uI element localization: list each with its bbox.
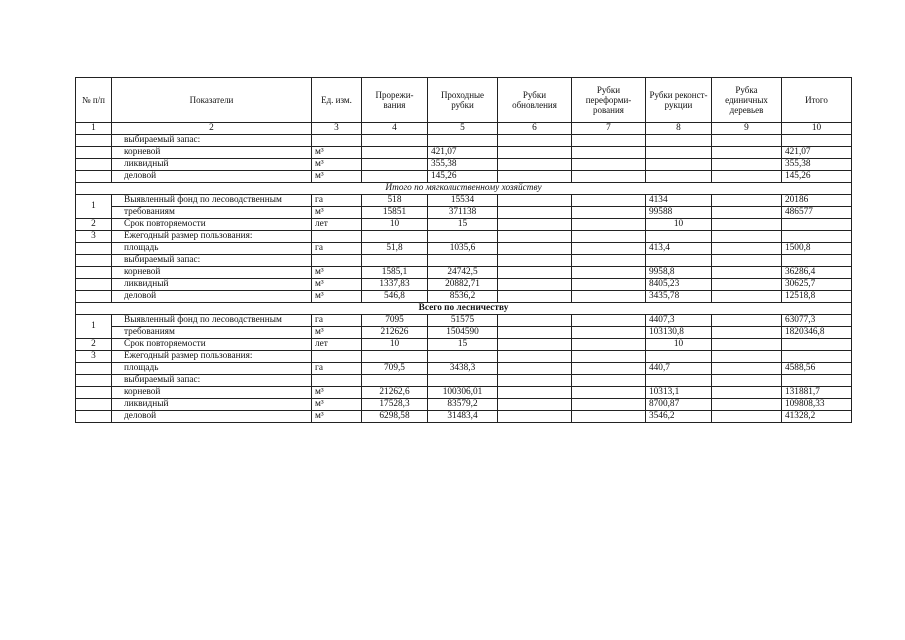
column-number: 3 xyxy=(312,123,362,135)
value-cell: 8405,23 xyxy=(646,279,712,291)
value-cell: 10 xyxy=(646,339,712,351)
unit-cell: м³ xyxy=(312,291,362,303)
column-number: 5 xyxy=(428,123,498,135)
value-cell: 1820346,8 xyxy=(782,327,852,339)
header-cell: Проходные рубки xyxy=(428,78,498,123)
value-cell: 440,7 xyxy=(646,363,712,375)
table-row xyxy=(76,351,852,363)
header-cell: Рубка единичных деревьев xyxy=(712,78,782,123)
value-cell: 145,26 xyxy=(782,171,852,183)
value-cell: 7095 xyxy=(362,315,428,327)
value-cell: 36286,4 xyxy=(782,267,852,279)
header-cell: Прорежи-вания xyxy=(362,78,428,123)
value-cell: 3438,3 xyxy=(428,363,498,375)
row-label: площадь xyxy=(112,363,312,375)
unit-cell: м³ xyxy=(312,207,362,219)
table-row xyxy=(76,159,852,171)
row-label: Срок повторяемости xyxy=(112,219,312,231)
unit-cell: м³ xyxy=(312,171,362,183)
unit-cell: м³ xyxy=(312,327,362,339)
table-row xyxy=(76,387,852,399)
table-row xyxy=(76,327,852,339)
row-label: корневой xyxy=(112,267,312,279)
table-row xyxy=(76,339,852,351)
table-row xyxy=(76,375,852,387)
unit-cell: лет xyxy=(312,219,362,231)
header-cell: Показатели xyxy=(112,78,312,123)
value-cell: 20882,71 xyxy=(428,279,498,291)
unit-cell: м³ xyxy=(312,147,362,159)
value-cell: 709,5 xyxy=(362,363,428,375)
value-cell: 518 xyxy=(362,195,428,207)
unit-cell: м³ xyxy=(312,387,362,399)
section-title-row xyxy=(76,303,852,315)
column-number: 2 xyxy=(112,123,312,135)
value-cell: 109808,33 xyxy=(782,399,852,411)
value-cell: 3546,2 xyxy=(646,411,712,423)
unit-cell: га xyxy=(312,315,362,327)
value-cell: 355,38 xyxy=(428,159,498,171)
value-cell: 99588 xyxy=(646,207,712,219)
value-cell: 51575 xyxy=(428,315,498,327)
unit-cell: м³ xyxy=(312,159,362,171)
table-row xyxy=(76,315,852,327)
value-cell: 24742,5 xyxy=(428,267,498,279)
forest-use-table xyxy=(75,77,852,423)
row-label: корневой xyxy=(112,387,312,399)
value-cell: 4588,56 xyxy=(782,363,852,375)
value-cell: 1504590 xyxy=(428,327,498,339)
value-cell: 31483,4 xyxy=(428,411,498,423)
column-number: 7 xyxy=(572,123,646,135)
value-cell: 355,38 xyxy=(782,159,852,171)
value-cell: 9958,8 xyxy=(646,267,712,279)
value-cell: 1035,6 xyxy=(428,243,498,255)
row-label: ликвидный xyxy=(112,159,312,171)
row-label: деловой xyxy=(112,411,312,423)
row-label: деловой xyxy=(112,171,312,183)
value-cell: 10 xyxy=(362,339,428,351)
table-row xyxy=(76,279,852,291)
row-label: Срок повторяемости xyxy=(112,339,312,351)
row-label: ликвидный xyxy=(112,399,312,411)
value-cell: 10 xyxy=(362,219,428,231)
table-row xyxy=(76,411,852,423)
unit-cell: м³ xyxy=(312,411,362,423)
value-cell: 100306,01 xyxy=(428,387,498,399)
value-cell: 546,8 xyxy=(362,291,428,303)
value-cell: 131881,7 xyxy=(782,387,852,399)
row-number: 3 xyxy=(76,351,112,363)
row-label: Выявленный фонд по лесоводственным xyxy=(112,195,312,207)
unit-cell: га xyxy=(312,195,362,207)
row-label: корневой xyxy=(112,147,312,159)
value-cell: 21262,6 xyxy=(362,387,428,399)
table-row xyxy=(76,291,852,303)
value-cell: 3435,78 xyxy=(646,291,712,303)
value-cell: 1500,8 xyxy=(782,243,852,255)
unit-cell: м³ xyxy=(312,279,362,291)
header-cell: № п/п xyxy=(76,78,112,123)
value-cell: 30625,7 xyxy=(782,279,852,291)
row-label: Ежегодный размер пользования: xyxy=(112,231,312,243)
header-row xyxy=(76,78,852,123)
column-number: 6 xyxy=(498,123,572,135)
value-cell: 4134 xyxy=(646,195,712,207)
unit-cell: м³ xyxy=(312,399,362,411)
column-number-row xyxy=(76,123,852,135)
value-cell: 6298,58 xyxy=(362,411,428,423)
row-number: 1 xyxy=(76,195,112,219)
header-cell: Рубки переформи-рования xyxy=(572,78,646,123)
value-cell: 421,07 xyxy=(428,147,498,159)
row-label: выбираемый запас: xyxy=(112,255,312,267)
table-row xyxy=(76,363,852,375)
section-title: Итого по мягколиственному хозяйству xyxy=(76,183,852,195)
row-label: требованиям xyxy=(112,207,312,219)
table-row xyxy=(76,207,852,219)
row-label: ликвидный xyxy=(112,279,312,291)
value-cell: 83579,2 xyxy=(428,399,498,411)
table-row xyxy=(76,267,852,279)
table-row xyxy=(76,195,852,207)
row-label: выбираемый запас: xyxy=(112,135,312,147)
row-label: требованиям xyxy=(112,327,312,339)
table-row xyxy=(76,255,852,267)
table-row xyxy=(76,243,852,255)
value-cell: 41328,2 xyxy=(782,411,852,423)
row-number: 2 xyxy=(76,219,112,231)
column-number: 1 xyxy=(76,123,112,135)
value-cell: 15851 xyxy=(362,207,428,219)
value-cell: 1585,1 xyxy=(362,267,428,279)
value-cell: 413,4 xyxy=(646,243,712,255)
value-cell: 145,26 xyxy=(428,171,498,183)
table-row xyxy=(76,231,852,243)
row-label: деловой xyxy=(112,291,312,303)
header-cell: Рубки реконст-рукции xyxy=(646,78,712,123)
column-number: 4 xyxy=(362,123,428,135)
value-cell: 486577 xyxy=(782,207,852,219)
table-row xyxy=(76,399,852,411)
value-cell: 20186 xyxy=(782,195,852,207)
value-cell: 8700,87 xyxy=(646,399,712,411)
table-row xyxy=(76,171,852,183)
value-cell: 4407,3 xyxy=(646,315,712,327)
value-cell: 8536,2 xyxy=(428,291,498,303)
row-number: 2 xyxy=(76,339,112,351)
unit-cell: лет xyxy=(312,339,362,351)
value-cell: 10 xyxy=(646,219,712,231)
value-cell: 421,07 xyxy=(782,147,852,159)
table-row xyxy=(76,219,852,231)
header-cell: Рубки обновления xyxy=(498,78,572,123)
value-cell: 371138 xyxy=(428,207,498,219)
row-label: Ежегодный размер пользования: xyxy=(112,351,312,363)
unit-cell: м³ xyxy=(312,267,362,279)
row-label: выбираемый запас: xyxy=(112,375,312,387)
row-number: 3 xyxy=(76,231,112,243)
value-cell: 63077,3 xyxy=(782,315,852,327)
row-label: площадь xyxy=(112,243,312,255)
value-cell: 103130,8 xyxy=(646,327,712,339)
header-cell: Ед. изм. xyxy=(312,78,362,123)
value-cell: 15 xyxy=(428,219,498,231)
table-row xyxy=(76,135,852,147)
value-cell: 10313,1 xyxy=(646,387,712,399)
column-number: 8 xyxy=(646,123,712,135)
value-cell: 15534 xyxy=(428,195,498,207)
unit-cell: га xyxy=(312,243,362,255)
unit-cell: га xyxy=(312,363,362,375)
value-cell: 212626 xyxy=(362,327,428,339)
column-number: 9 xyxy=(712,123,782,135)
section-title-row xyxy=(76,183,852,195)
value-cell: 17528,3 xyxy=(362,399,428,411)
column-number: 10 xyxy=(782,123,852,135)
value-cell: 1337,83 xyxy=(362,279,428,291)
value-cell: 51,8 xyxy=(362,243,428,255)
value-cell: 12518,8 xyxy=(782,291,852,303)
row-label: Выявленный фонд по лесоводственным xyxy=(112,315,312,327)
value-cell: 15 xyxy=(428,339,498,351)
row-number: 1 xyxy=(76,315,112,339)
section-title: Всего по лесничеству xyxy=(76,303,852,315)
header-cell: Итого xyxy=(782,78,852,123)
table-row xyxy=(76,147,852,159)
